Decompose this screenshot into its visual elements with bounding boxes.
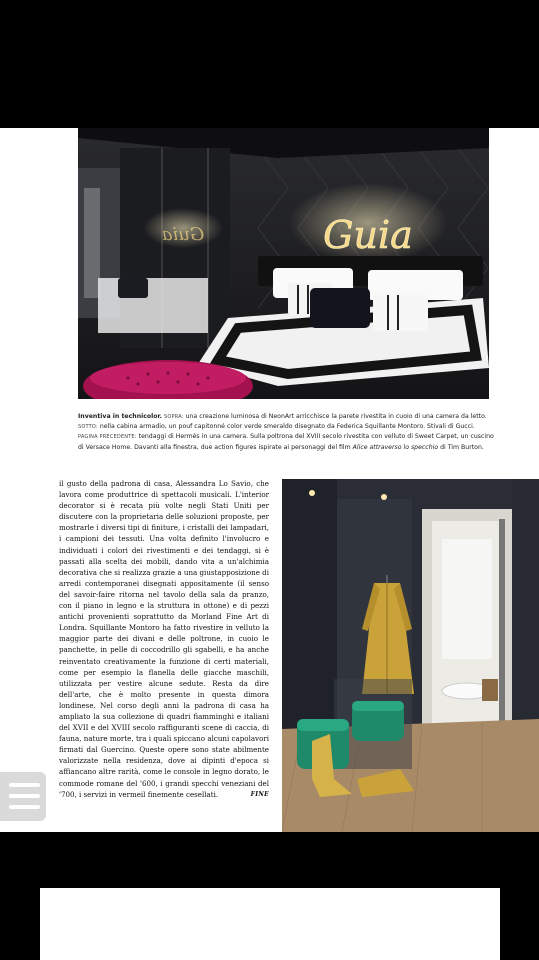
photo-caption — [78, 412, 498, 453]
caption-tag-above: SOPRA: — [164, 414, 184, 420]
bedroom-photo — [78, 128, 489, 399]
article-text: il gusto della padrona di casa, Alessandra Lo Savio, che lavora come produttrice di spettacoli musicali. L'interior decorator si è recata più volte negli Stati Uniti per discutere con la proprietaria delle soluzioni proposte, per mostrarle i diversi tipi di finiture, i cristalli dei lampadari, i campioni dei tessuti. Una volta definito l'involucro e individuati i colori dei rivestimenti e dei tendaggi, si è passati alla scelta dei mobili, dando vita a un'alchimia decorativa che si realizza grazie a una giustapposizione di arredi contemporanei disegnati appositamente (il senso del savoir-faire ritorna nel tavolo della sala da pranzo, con il piano in legno e la struttura in ottone) e di pezzi antichi provenienti soprattutto da Morland Fine Art di Londra. Squillante Montoro ha fatto rivestire in velluto la maggior parte dei divani e delle poltrone, in cuoio le panchette, in pelle di coccodrillo gli sgabelli, e ha anche reinventato creativamente la funzione di certi materiali, come per esempio la flanella delle giacche maschili, utilizzata per vestire alcune sedute. Resta da dire dell'arte, che è molto presente in questa dimora londinese. Nel corso degli anni la padrona di casa ha ampliato la sua collezione di quadri fiamminghi e italiani del XVII e del XVIII secolo raffiguranti scene di caccia, di fauna, nature morte, tra i quali spiccano alcuni capolavori firmati dal Guercino. Queste opere sono state abilmente valorizzate nella residenza, dove ai dipinti d'epoca si affiancano altre rarità, come le console in legno dorato, le commode romane del '600, i grandi specchi veneziani del '700, i servizi in vermeil finemente cesellati. — [59, 479, 269, 799]
caption-tag-below: SOTTO: — [78, 424, 98, 431]
hamburger-menu-icon — [9, 805, 40, 809]
caption-text-below: nella cabina armadio, un pouf capitonné color verde smeraldo disegnato da Federica Squillante Montoro. Stivali di Gucci. — [99, 423, 475, 431]
next-page-preview[interactable] — [40, 888, 500, 960]
closet-photo — [282, 479, 539, 832]
magazine-page — [0, 128, 539, 832]
end-mark: FINE — [250, 790, 269, 798]
hamburger-menu-icon — [9, 783, 40, 787]
caption-text-previous: tendaggi di Hermès in una camera. Sulla poltrona del XVIII secolo rivestita con velluto di Sweet Carpet, un cuscino di Versace Home. Davanti alla finestra, due action figures ispirate ai personaggi del film — [78, 433, 494, 451]
caption-tag-previous: PAGINA PRECEDENTE: — [78, 434, 137, 441]
caption-film-title: Alice attraverso lo specchio — [352, 443, 439, 451]
caption-text-above: una creazione luminosa di NeonArt arricchisce la parete rivestita in cuoio di una camera da letto. — [185, 413, 487, 420]
caption-text-previous-end: di Tim Burton. — [440, 443, 484, 451]
neon-sign: Guia — [323, 213, 413, 257]
menu-button[interactable] — [0, 772, 46, 821]
neon-sign-reflection: Guia — [161, 224, 205, 245]
caption-lead: Inventiva in technicolor. — [78, 413, 163, 420]
hamburger-menu-icon — [9, 794, 40, 798]
article-body — [59, 478, 269, 800]
